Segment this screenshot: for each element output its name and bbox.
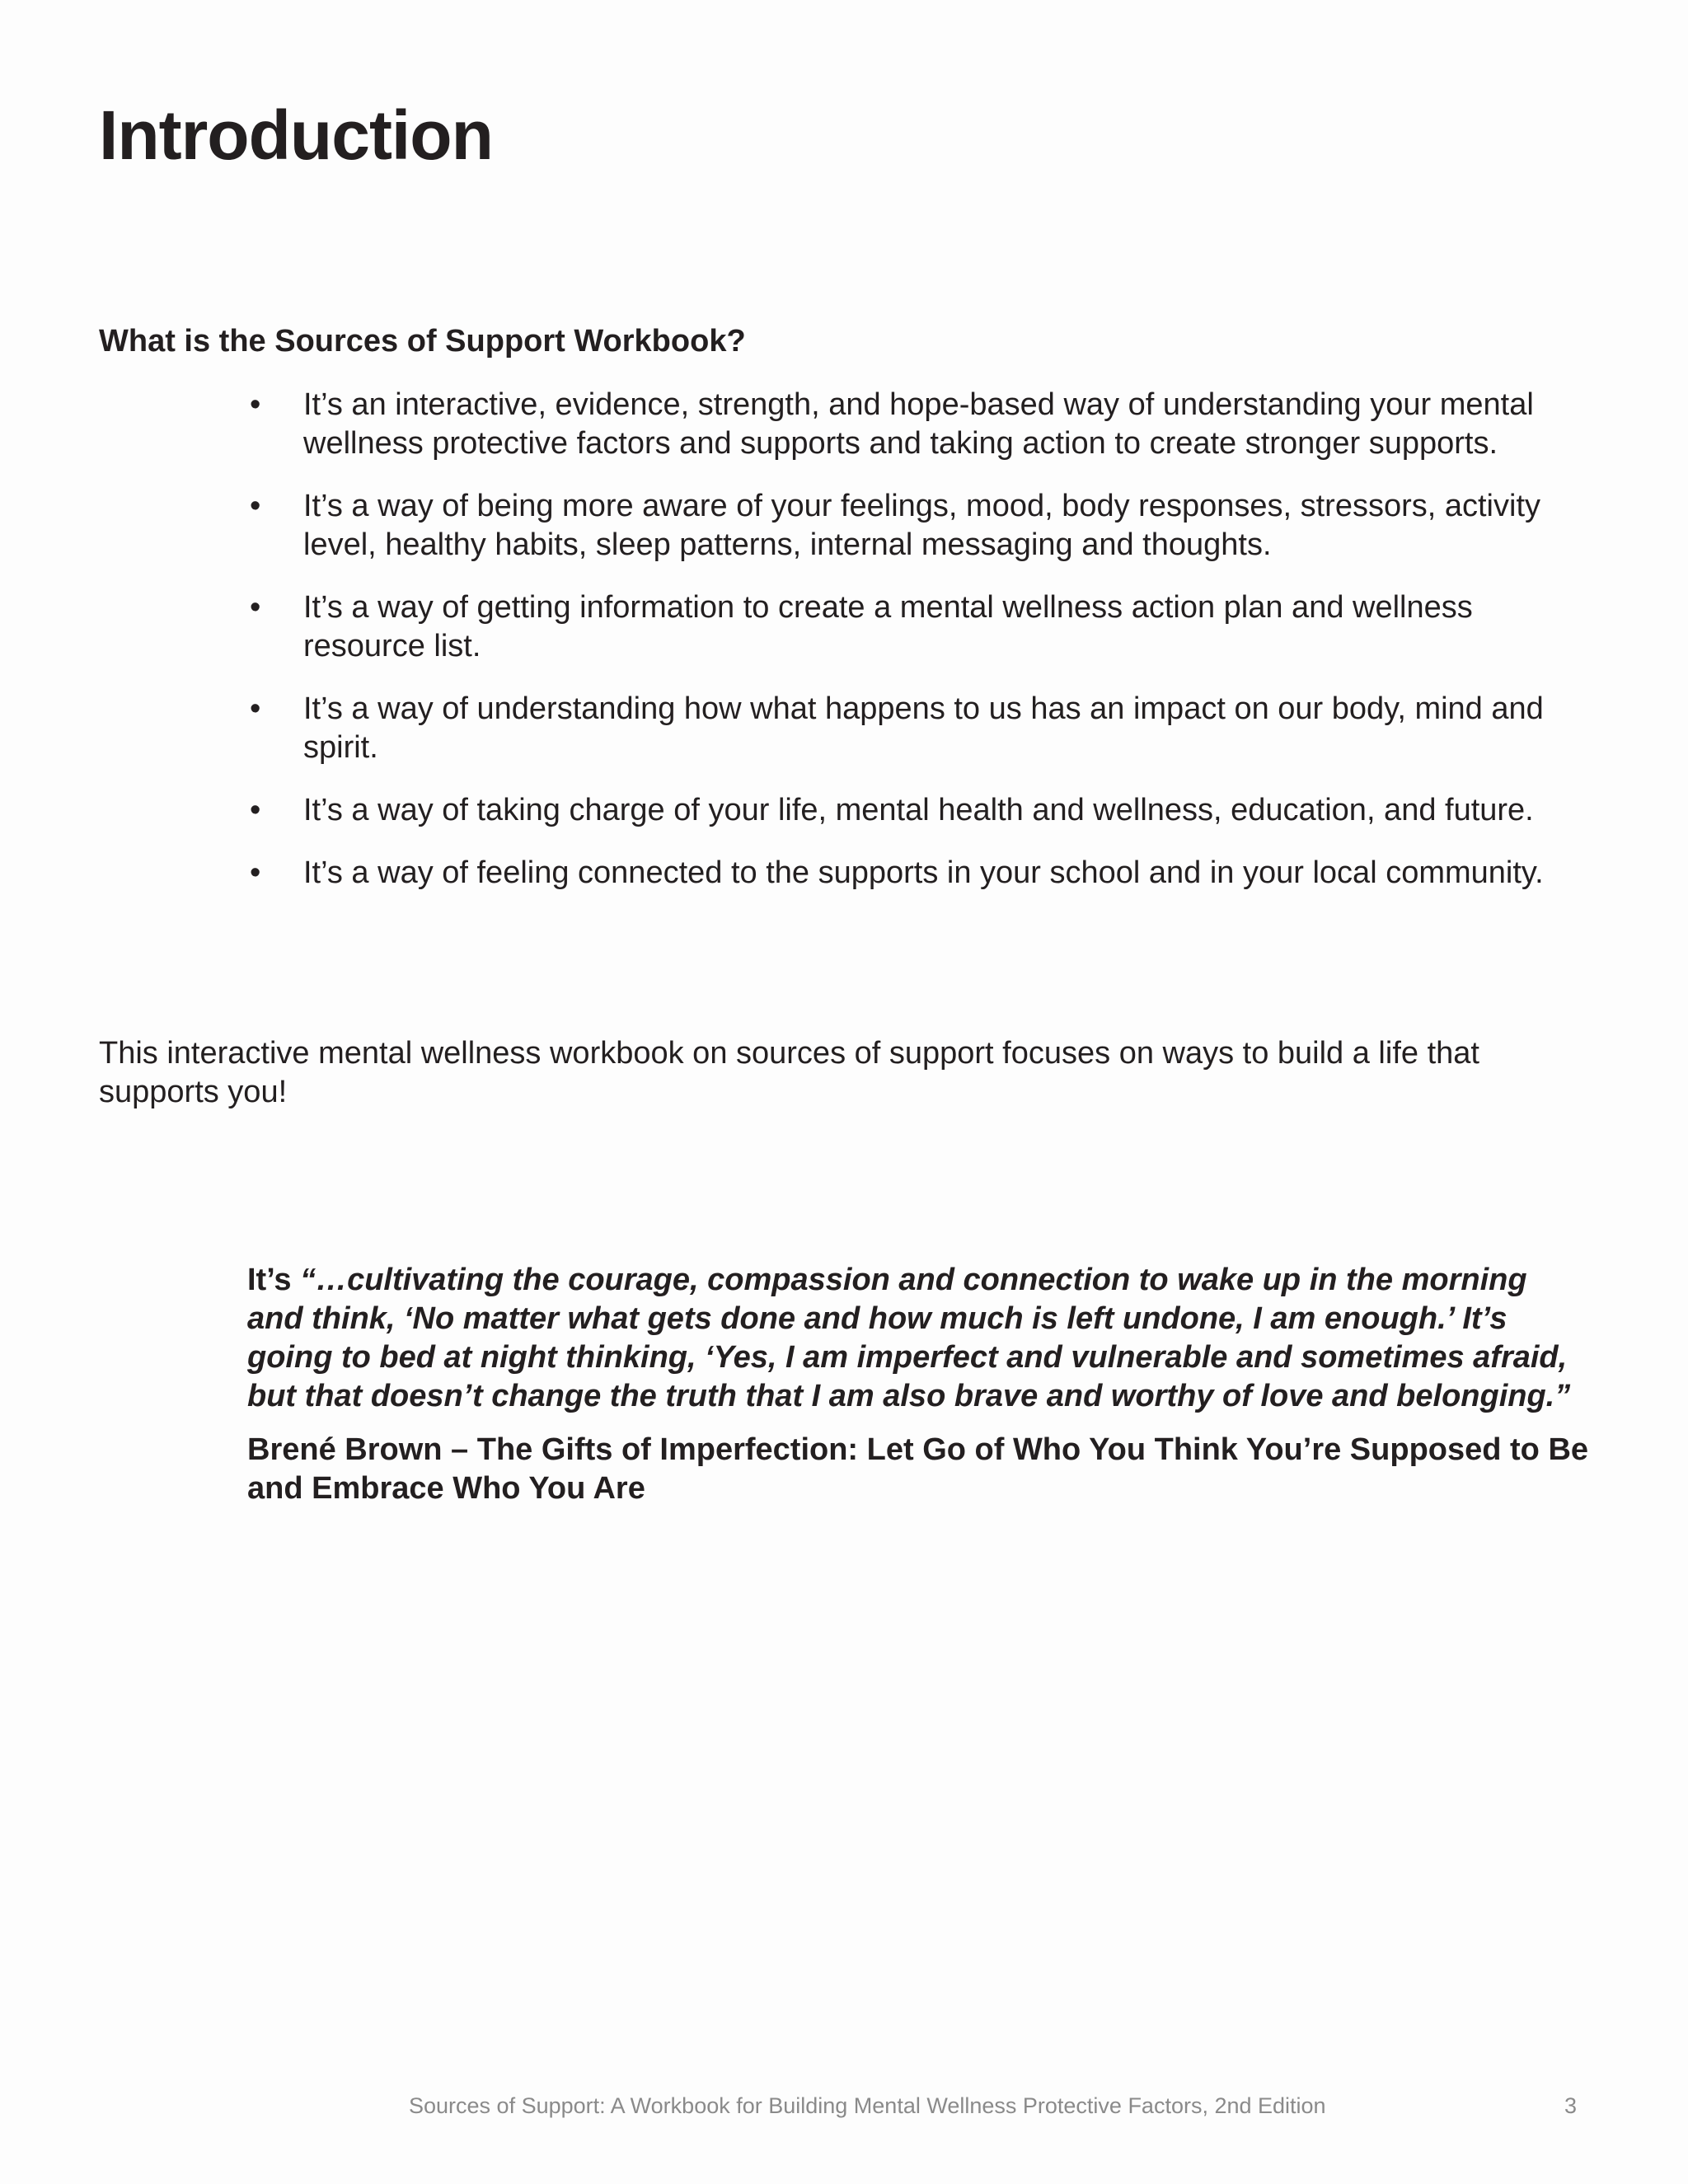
- list-item: [247, 487, 1566, 565]
- list-item: [247, 690, 1566, 767]
- bullet-icon: •: [250, 489, 261, 523]
- bullet-icon: •: [250, 387, 261, 422]
- quote-attribution: Brené Brown – The Gifts of Imperfection: Let Go of Who You Think You’re Supposed to Be and Embrace Who You Are: [247, 1432, 1589, 1506]
- bullet-icon: •: [250, 793, 261, 827]
- quote-body: “…cultivating the courage, compassion and connection to wake up in the morning and think, ‘No matter what gets done and how much is left undone, I am enough.’ It’s going to bed at night thinking, ‘Yes, I am imperfect and vulnerable and sometimes afraid, but that doesn’t change the truth that I am also brave and worthy of love and belonging.”: [247, 1263, 1571, 1413]
- quote-block: [247, 1261, 1591, 1508]
- bullet-list: [247, 386, 1566, 916]
- list-item: [247, 588, 1566, 666]
- footer-text: Sources of Support: A Workbook for Building Mental Wellness Protective Factors, 2nd Edition: [409, 2093, 1326, 2118]
- intro-paragraph: This interactive mental wellness workbook on sources of support focuses on ways to build a life that supports you!: [99, 1036, 1479, 1109]
- list-item-text: It’s a way of feeling connected to the supports in your school and in your local community.: [303, 855, 1544, 890]
- list-item-text: It’s a way of understanding how what happens to us has an impact on our body, mind and spirit.: [303, 691, 1544, 765]
- list-item-text: It’s a way of getting information to create a mental wellness action plan and wellness resource list.: [303, 590, 1473, 663]
- list-item: [247, 386, 1566, 463]
- bullet-icon: •: [250, 691, 261, 726]
- section-heading: What is the Sources of Support Workbook?: [99, 324, 746, 359]
- list-item-text: It’s a way of taking charge of your life, mental health and wellness, education, and future.: [303, 793, 1534, 827]
- list-item-text: It’s an interactive, evidence, strength, and hope-based way of understanding your mental wellness protective factors and supports and taking action to create stronger supports.: [303, 387, 1534, 461]
- list-item: [247, 854, 1566, 893]
- list-item: [247, 791, 1566, 830]
- bullet-icon: •: [250, 590, 261, 625]
- page-number: 3: [1564, 2093, 1578, 2118]
- quote-text: [247, 1261, 1591, 1416]
- list-item-text: It’s a way of being more aware of your feelings, mood, body responses, stressors, activity level, healthy habits, sleep patterns, internal messaging and thoughts.: [303, 489, 1540, 562]
- bullet-icon: •: [250, 855, 261, 890]
- page-title: Introduction: [99, 96, 493, 174]
- quote-lead: It’s: [247, 1263, 301, 1297]
